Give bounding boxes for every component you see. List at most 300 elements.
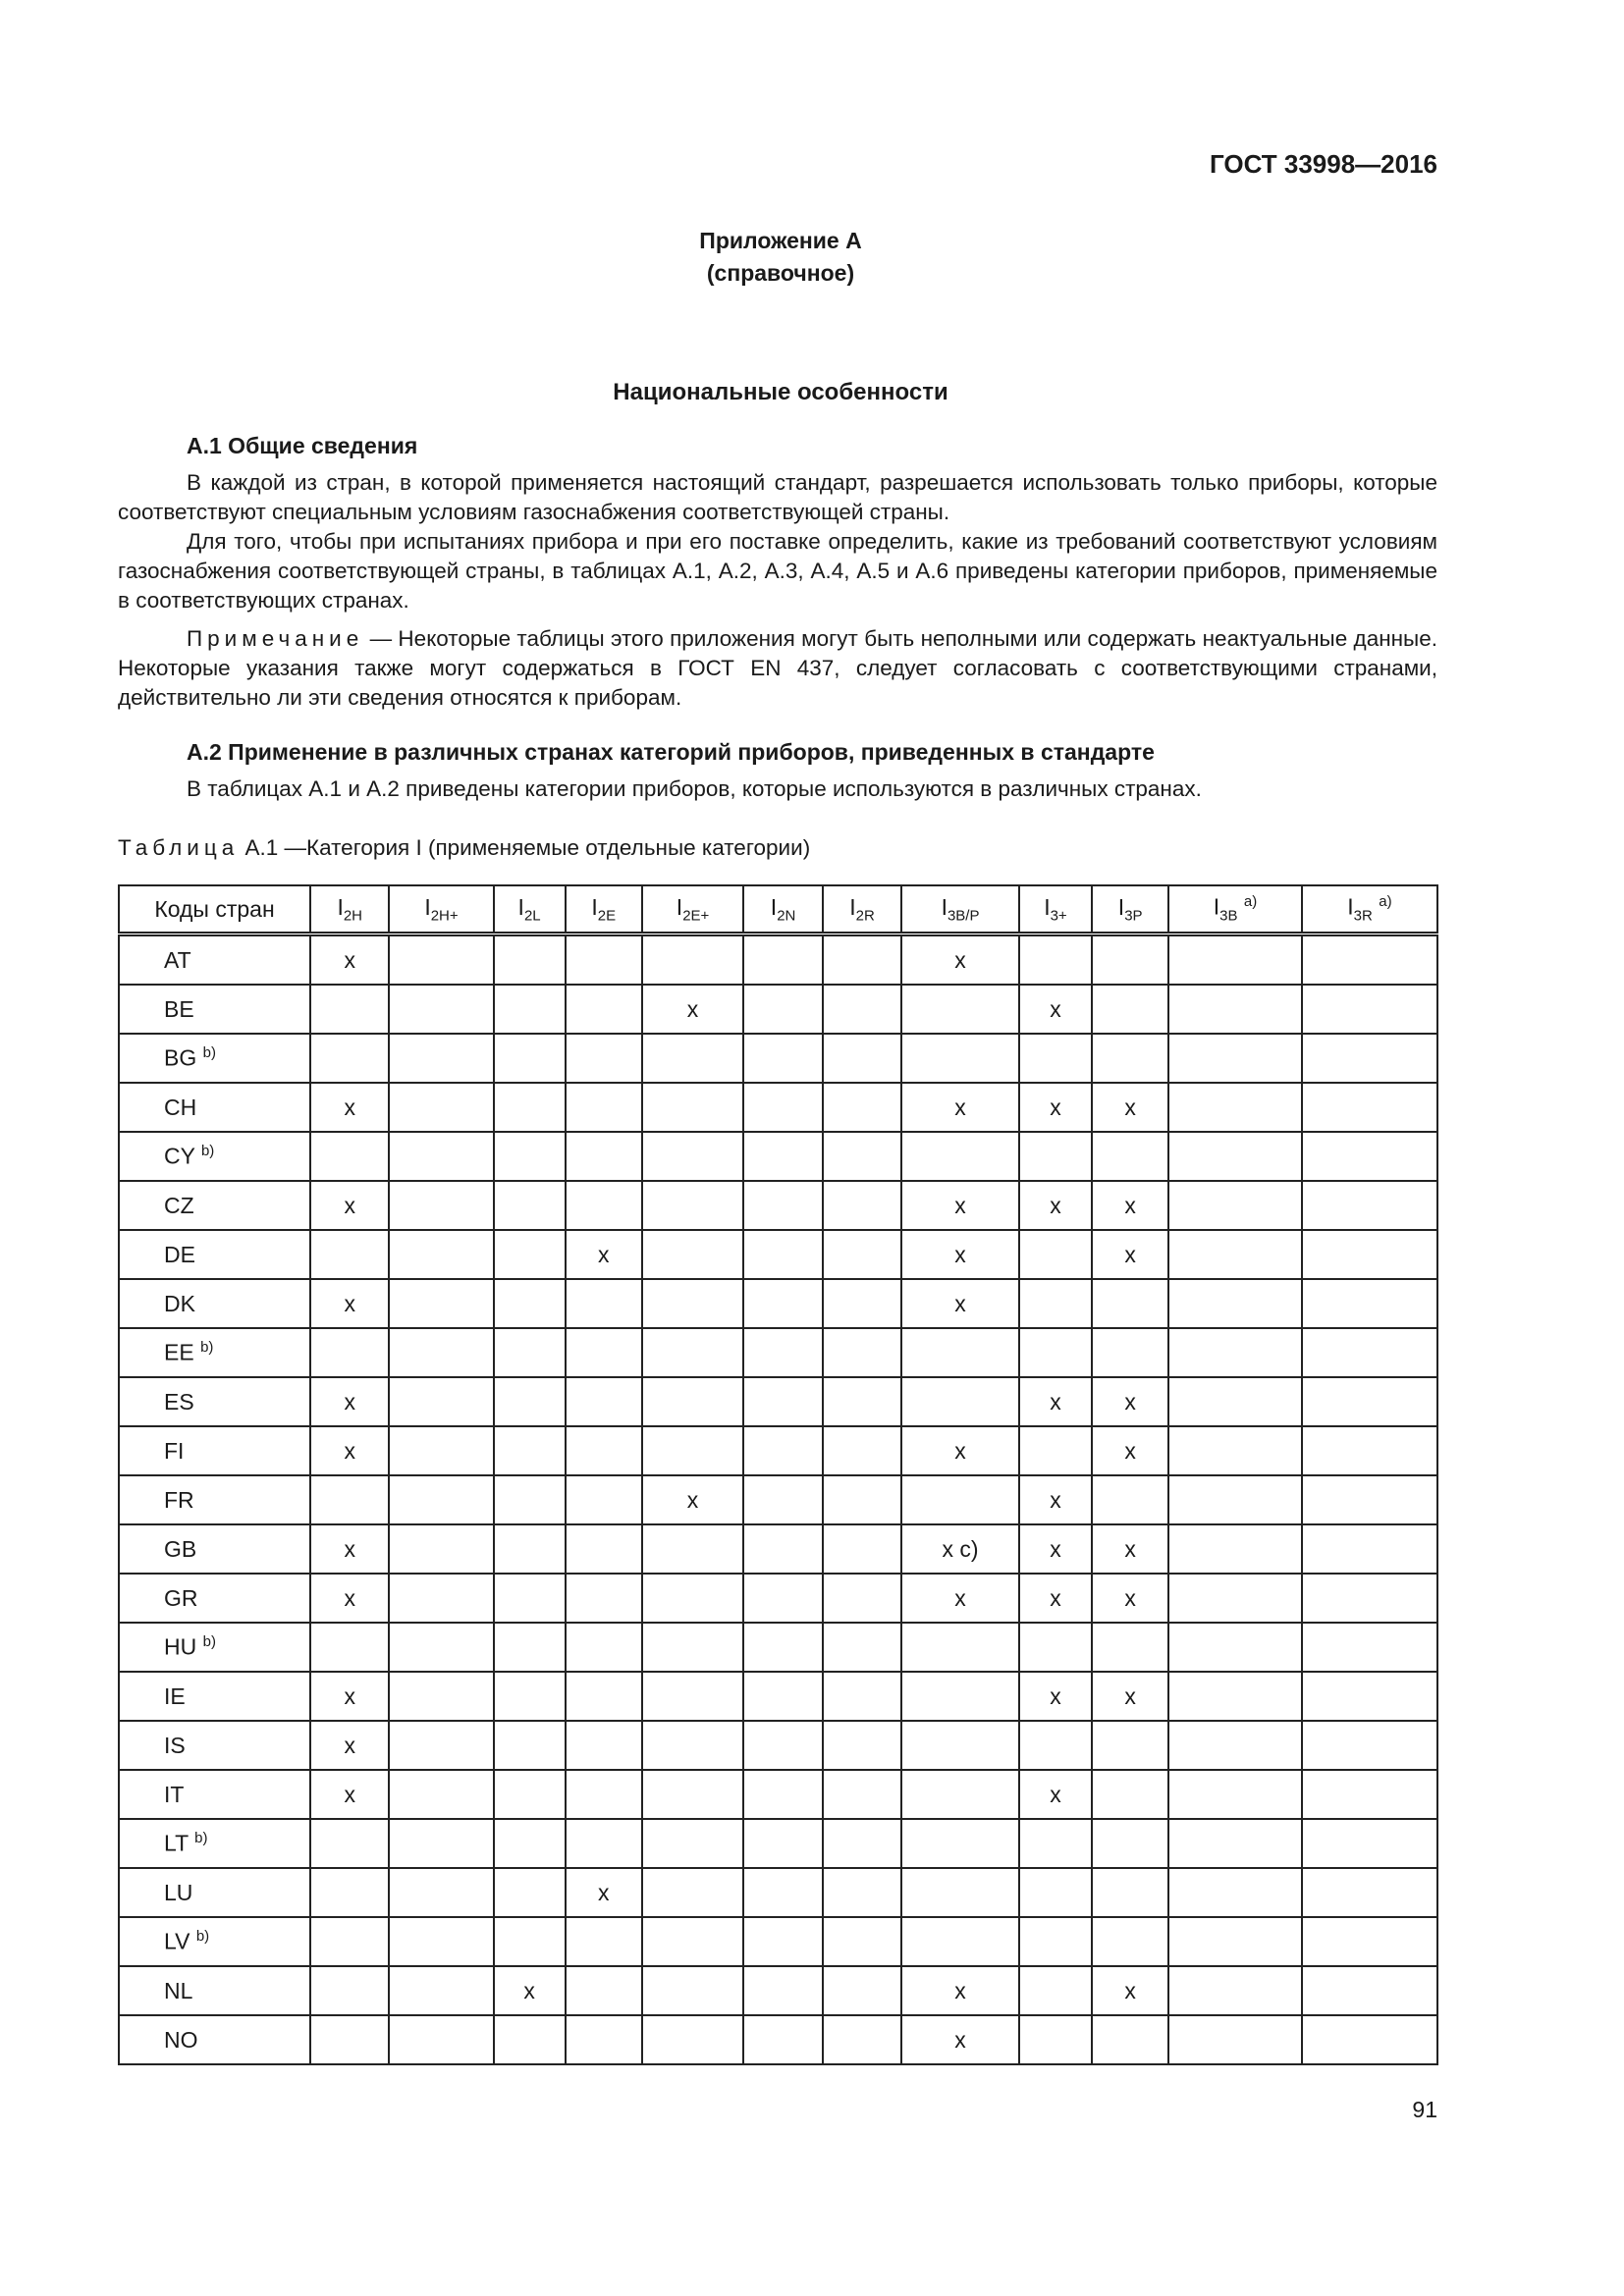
category-cell: [389, 985, 493, 1034]
category-cell: [901, 1721, 1018, 1770]
category-cell: [1302, 934, 1437, 986]
country-code-cell: [119, 985, 310, 1034]
category-cell: [823, 1426, 901, 1475]
category-cell: [1302, 1966, 1437, 2015]
category-cell: x: [901, 1181, 1018, 1230]
category-cell: [823, 1377, 901, 1426]
category-cell: [1168, 1377, 1302, 1426]
category-cell: [389, 1426, 493, 1475]
category-cell: x: [901, 934, 1018, 986]
footnote-marker: b): [195, 1928, 210, 1946]
category-cell: [310, 1819, 389, 1868]
table-row: [119, 1524, 1437, 1574]
footnote-marker: b): [202, 1044, 216, 1062]
category-cell: [494, 1426, 566, 1475]
category-cell: [743, 1377, 822, 1426]
page-number: 91: [1412, 2097, 1437, 2122]
category-cell: [494, 1574, 566, 1623]
category-cell: [566, 934, 642, 986]
table-row: [119, 1917, 1437, 1966]
country-code-cell: [119, 1966, 310, 2015]
country-code: GR: [164, 1584, 198, 1611]
category-cell: [743, 1966, 822, 2015]
category-cell: [1092, 1819, 1168, 1868]
category-cell: [1168, 2015, 1302, 2064]
paragraph: [118, 468, 1437, 527]
country-code-cell: [119, 934, 310, 986]
category-cell: x: [494, 1966, 566, 2015]
category-base: I: [676, 893, 683, 920]
category-cell: [823, 1868, 901, 1917]
category-base: I: [770, 893, 778, 920]
category-cell: x: [1019, 1475, 1092, 1524]
category-cell: [823, 1672, 901, 1721]
note-text: — Некоторые таблицы этого приложения могут быть неполными или содержать неактуальные данные. Некоторые указания также могут содержаться в ГОСТ EN 437, следует согласовать с соответствующими странами, действительно ли эти сведения относятся к приборам.: [118, 626, 1437, 710]
category-cell: x: [566, 1868, 642, 1917]
category-cell: [494, 934, 566, 986]
category-cell: [823, 1132, 901, 1181]
country-code: HU: [164, 1633, 197, 1660]
column-header: [310, 885, 389, 934]
category-cell: [642, 934, 744, 986]
table-row: [119, 1181, 1437, 1230]
country-code-cell: [119, 1672, 310, 1721]
category-subscript: 2H+: [430, 907, 459, 925]
category-cell: [743, 1574, 822, 1623]
country-code: CH: [164, 1094, 197, 1120]
category-cell: [901, 985, 1018, 1034]
country-code: DE: [164, 1241, 195, 1267]
country-code: EE: [164, 1339, 194, 1365]
category-cell: [494, 1328, 566, 1377]
category-cell: x: [901, 1083, 1018, 1132]
paragraph: [118, 527, 1437, 615]
category-cell: [310, 1328, 389, 1377]
category-cell: [1302, 1328, 1437, 1377]
category-cell: [389, 1475, 493, 1524]
category-cell: [1092, 1132, 1168, 1181]
category-cell: [494, 985, 566, 1034]
category-base: I: [1347, 894, 1354, 921]
category-cell: x: [310, 1672, 389, 1721]
country-code-cell: [119, 1574, 310, 1623]
category-cell: [823, 934, 901, 986]
category-cell: [642, 1574, 744, 1623]
category-cell: [1092, 1623, 1168, 1672]
category-cell: [1019, 1034, 1092, 1083]
category-cell: [494, 1132, 566, 1181]
category-cell: [901, 1132, 1018, 1181]
category-cell: x: [901, 1426, 1018, 1475]
category-cell: x: [901, 1230, 1018, 1279]
category-cell: [566, 1475, 642, 1524]
category-cell: [389, 1574, 493, 1623]
category-cell: [389, 1770, 493, 1819]
category-cell: [566, 1623, 642, 1672]
category-cell: [1302, 1623, 1437, 1672]
category-cell: [566, 1917, 642, 1966]
category-cell: x: [1019, 1574, 1092, 1623]
category-cell: [642, 2015, 744, 2064]
category-cell: [642, 1868, 744, 1917]
category-cell: [566, 1770, 642, 1819]
category-subscript: 3+: [1050, 907, 1067, 925]
category-cell: x: [310, 1721, 389, 1770]
category-cell: x: [310, 1181, 389, 1230]
category-cell: [1168, 934, 1302, 986]
category-cell: [494, 1672, 566, 1721]
table-row: [119, 1475, 1437, 1524]
category-cell: [642, 1672, 744, 1721]
footnote-marker: b): [200, 1143, 215, 1160]
paragraph-text: Для того, чтобы при испытаниях прибора и при его поставке определить, какие из требований соответствуют условиям газоснабжения соответствующей страны, в таблицах А.1, А.2, А.3, А.4, А.5 и А.6 приведены категории приборов, применяемые в соответствующих странах.: [118, 529, 1437, 613]
category-cell: [1302, 1524, 1437, 1574]
category-cell: [1168, 1917, 1302, 1966]
category-subscript: 3P: [1124, 907, 1143, 925]
category-cell: [1019, 1868, 1092, 1917]
country-code-cell: [119, 1770, 310, 1819]
category-subscript: 2L: [523, 907, 541, 925]
category-cell: [1302, 1475, 1437, 1524]
category-cell: [566, 1083, 642, 1132]
country-code-cell: [119, 1623, 310, 1672]
category-cell: [494, 1377, 566, 1426]
category-cell: [1302, 1917, 1437, 1966]
table-row: [119, 1083, 1437, 1132]
category-cell: [494, 1279, 566, 1328]
category-cell: [642, 1819, 744, 1868]
category-subscript: 3R: [1353, 907, 1373, 925]
footnote-marker: a): [1379, 893, 1392, 911]
country-code-cell: [119, 1328, 310, 1377]
category-cell: [389, 1917, 493, 1966]
category-cell: [310, 1132, 389, 1181]
category-cell: [1168, 1034, 1302, 1083]
category-cell: [494, 1917, 566, 1966]
category-base: I: [1213, 894, 1220, 921]
category-cell: [823, 1181, 901, 1230]
table-row: [119, 1721, 1437, 1770]
column-header: [389, 885, 493, 934]
category-cell: [1302, 1574, 1437, 1623]
category-cell: [743, 1034, 822, 1083]
table-row: [119, 1132, 1437, 1181]
category-cell: x: [310, 1524, 389, 1574]
table-row: [119, 985, 1437, 1034]
country-code: IS: [164, 1732, 186, 1758]
category-cell: [389, 1230, 493, 1279]
category-cell: [901, 1819, 1018, 1868]
appendix-heading: Национальные особенности: [613, 379, 948, 405]
category-cell: [823, 1475, 901, 1524]
country-code: FI: [164, 1437, 185, 1464]
category-cell: x: [310, 1377, 389, 1426]
category-cell: [1019, 934, 1092, 986]
country-code: LV: [164, 1928, 190, 1954]
category-base: I: [941, 893, 947, 920]
country-code-cell: [119, 1132, 310, 1181]
category-cell: [743, 985, 822, 1034]
category-cell: [823, 1328, 901, 1377]
category-cell: x: [901, 2015, 1018, 2064]
category-cell: [743, 1181, 822, 1230]
caption-label: Таблица: [118, 835, 240, 860]
category-cell: [1168, 1868, 1302, 1917]
category-cell: x: [1019, 1524, 1092, 1574]
category-cell: [389, 934, 493, 986]
category-cell: [389, 1034, 493, 1083]
category-cell: x: [1019, 985, 1092, 1034]
category-cell: [901, 1868, 1018, 1917]
category-cell: [1092, 1917, 1168, 1966]
category-cell: [1302, 1426, 1437, 1475]
category-cell: [566, 1279, 642, 1328]
category-cell: x: [1092, 1377, 1168, 1426]
category-cell: [566, 1328, 642, 1377]
paragraph-text: В каждой из стран, в которой применяется настоящий стандарт, разрешается использовать только приборы, которые соответствуют специальным условиям газоснабжения соответствующей страны.: [118, 470, 1437, 524]
country-code: IT: [164, 1781, 185, 1807]
country-code-cell: [119, 1868, 310, 1917]
category-cell: [1092, 1770, 1168, 1819]
category-cell: [642, 1230, 744, 1279]
country-code: LU: [164, 1879, 193, 1905]
category-cell: [743, 1230, 822, 1279]
category-subscript: 3B/P: [947, 907, 980, 925]
category-cell: [1302, 1377, 1437, 1426]
category-base: I: [1117, 893, 1125, 920]
category-cell: x: [1019, 1377, 1092, 1426]
category-cell: [1168, 1524, 1302, 1574]
category-cell: [823, 1770, 901, 1819]
category-cell: [642, 1623, 744, 1672]
category-cell: [1019, 1721, 1092, 1770]
category-cell: [494, 1623, 566, 1672]
category-cell: [1092, 1328, 1168, 1377]
category-cell: [642, 1770, 744, 1819]
category-cell: x: [310, 1574, 389, 1623]
country-code-cell: [119, 1377, 310, 1426]
category-cell: [1302, 1083, 1437, 1132]
category-cell: [823, 2015, 901, 2064]
category-cell: [1019, 1966, 1092, 2015]
category-cell: [823, 1279, 901, 1328]
category-cell: [1302, 985, 1437, 1034]
column-header: [743, 885, 822, 934]
category-cell: [743, 1868, 822, 1917]
category-cell: [642, 1426, 744, 1475]
category-cell: [389, 1868, 493, 1917]
table-row: [119, 1377, 1437, 1426]
country-code-cell: [119, 1034, 310, 1083]
category-cell: [743, 934, 822, 986]
category-cell: [389, 1083, 493, 1132]
paragraph: [118, 774, 1437, 804]
category-cell: [823, 1230, 901, 1279]
category-cell: [1019, 1279, 1092, 1328]
category-cell: [1019, 1230, 1092, 1279]
category-cell: [1092, 934, 1168, 986]
category-cell: [823, 1819, 901, 1868]
column-header: [1092, 885, 1168, 934]
country-code: BE: [164, 995, 194, 1022]
category-cell: [389, 1524, 493, 1574]
category-cell: [310, 2015, 389, 2064]
category-cell: [1019, 1819, 1092, 1868]
category-cell: [1302, 1034, 1437, 1083]
category-cell: [566, 1966, 642, 2015]
table-row: [119, 1230, 1437, 1279]
category-cell: [389, 2015, 493, 2064]
category-cell: x c): [901, 1524, 1018, 1574]
category-cell: x: [310, 1426, 389, 1475]
category-cell: [743, 1917, 822, 1966]
category-cell: [389, 1623, 493, 1672]
category-cell: x: [1019, 1181, 1092, 1230]
category-cell: [1168, 1623, 1302, 1672]
column-header: [823, 885, 901, 934]
category-cell: x: [310, 1770, 389, 1819]
category-cell: x: [901, 1574, 1018, 1623]
category-cell: [823, 1083, 901, 1132]
category-cell: [1168, 1819, 1302, 1868]
country-code-cell: [119, 1230, 310, 1279]
category-cell: [310, 1966, 389, 2015]
category-cell: [1092, 1868, 1168, 1917]
table-row: [119, 1672, 1437, 1721]
category-cell: [1168, 1770, 1302, 1819]
category-cell: x: [1019, 1083, 1092, 1132]
category-cell: [1168, 1426, 1302, 1475]
category-cell: [494, 1770, 566, 1819]
category-cell: [1168, 1672, 1302, 1721]
category-cell: [310, 1034, 389, 1083]
country-code-cell: [119, 2015, 310, 2064]
category-cell: [1302, 1770, 1437, 1819]
column-header: [1019, 885, 1092, 934]
category-cell: [642, 1132, 744, 1181]
country-code: NL: [164, 1977, 193, 2003]
category-cell: [1168, 1966, 1302, 2015]
paragraph-text: В таблицах А.1 и А.2 приведены категории приборов, которые используются в различных странах.: [187, 776, 1202, 801]
category-cell: [901, 1475, 1018, 1524]
category-cell: [566, 1426, 642, 1475]
table-caption: [118, 835, 810, 861]
category-cell: [642, 1279, 744, 1328]
table-row: [119, 1328, 1437, 1377]
category-base: I: [849, 893, 856, 920]
category-cell: [642, 1181, 744, 1230]
country-code: ES: [164, 1388, 194, 1415]
category-cell: [743, 1770, 822, 1819]
section-a1-heading: А.1 Общие сведения: [187, 433, 418, 458]
category-subscript: 2E: [597, 907, 617, 925]
category-cell: [642, 1328, 744, 1377]
category-cell: [901, 1034, 1018, 1083]
category-subscript: 2H: [343, 907, 363, 925]
category-cell: [389, 1966, 493, 2015]
country-code-cell: [119, 1279, 310, 1328]
category-cell: x: [901, 1279, 1018, 1328]
category-cell: [901, 1328, 1018, 1377]
country-code: CZ: [164, 1192, 194, 1218]
footnote-marker: b): [202, 1633, 216, 1651]
category-cell: [566, 2015, 642, 2064]
category-subscript: 2R: [855, 907, 875, 925]
category-cell: [389, 1279, 493, 1328]
category-cell: [494, 1819, 566, 1868]
category-cell: [389, 1181, 493, 1230]
category-cell: [566, 1132, 642, 1181]
category-cell: [823, 1574, 901, 1623]
category-cell: [494, 1475, 566, 1524]
category-cell: [1092, 1279, 1168, 1328]
country-code: FR: [164, 1486, 194, 1513]
category-cell: [494, 1868, 566, 1917]
category-cell: [494, 1721, 566, 1770]
category-cell: [566, 1181, 642, 1230]
category-cell: [494, 1230, 566, 1279]
category-cell: [823, 1623, 901, 1672]
category-cell: [1019, 1623, 1092, 1672]
category-cell: [1092, 2015, 1168, 2064]
category-cell: [743, 2015, 822, 2064]
category-cell: [389, 1819, 493, 1868]
country-code-cell: [119, 1721, 310, 1770]
category-cell: [566, 1377, 642, 1426]
country-code: IE: [164, 1682, 186, 1709]
category-cell: [1302, 1868, 1437, 1917]
category-cell: [901, 1770, 1018, 1819]
column-header: [901, 885, 1018, 934]
category-cell: [1302, 1230, 1437, 1279]
category-base: I: [337, 893, 344, 920]
category-cell: [1019, 1426, 1092, 1475]
category-cell: [566, 1574, 642, 1623]
table-row: [119, 934, 1437, 986]
category-cell: [310, 1917, 389, 1966]
section-a2-body: [118, 774, 1437, 804]
category-cell: [566, 1819, 642, 1868]
category-cell: [310, 1623, 389, 1672]
caption-text: А.1 —Категория I (применяемые отдельные категории): [239, 835, 811, 860]
table-row: [119, 1770, 1437, 1819]
category-cell: [389, 1721, 493, 1770]
category-cell: [566, 985, 642, 1034]
category-cell: [310, 985, 389, 1034]
category-cell: x: [1092, 1083, 1168, 1132]
category-cell: [743, 1426, 822, 1475]
category-cell: x: [642, 1475, 744, 1524]
footnote-marker: b): [194, 1830, 208, 1847]
section-a2-heading: А.2 Применение в различных странах категорий приборов, приведенных в стандарте: [187, 739, 1155, 765]
category-cell: x: [1092, 1966, 1168, 2015]
category-cell: [389, 1328, 493, 1377]
footnote-marker: b): [200, 1339, 214, 1357]
country-code-cell: [119, 1917, 310, 1966]
category-cell: x: [1092, 1181, 1168, 1230]
country-code: DK: [164, 1290, 195, 1316]
category-cell: [642, 1034, 744, 1083]
category-cell: [1019, 1132, 1092, 1181]
category-cell: [1168, 1181, 1302, 1230]
category-cell: [494, 1034, 566, 1083]
category-cell: [743, 1721, 822, 1770]
footnote-marker: a): [1243, 893, 1258, 911]
appendix-subtitle: (справочное): [706, 260, 855, 286]
category-cell: [743, 1819, 822, 1868]
country-code-cell: [119, 1083, 310, 1132]
country-code: NO: [164, 2026, 198, 2053]
